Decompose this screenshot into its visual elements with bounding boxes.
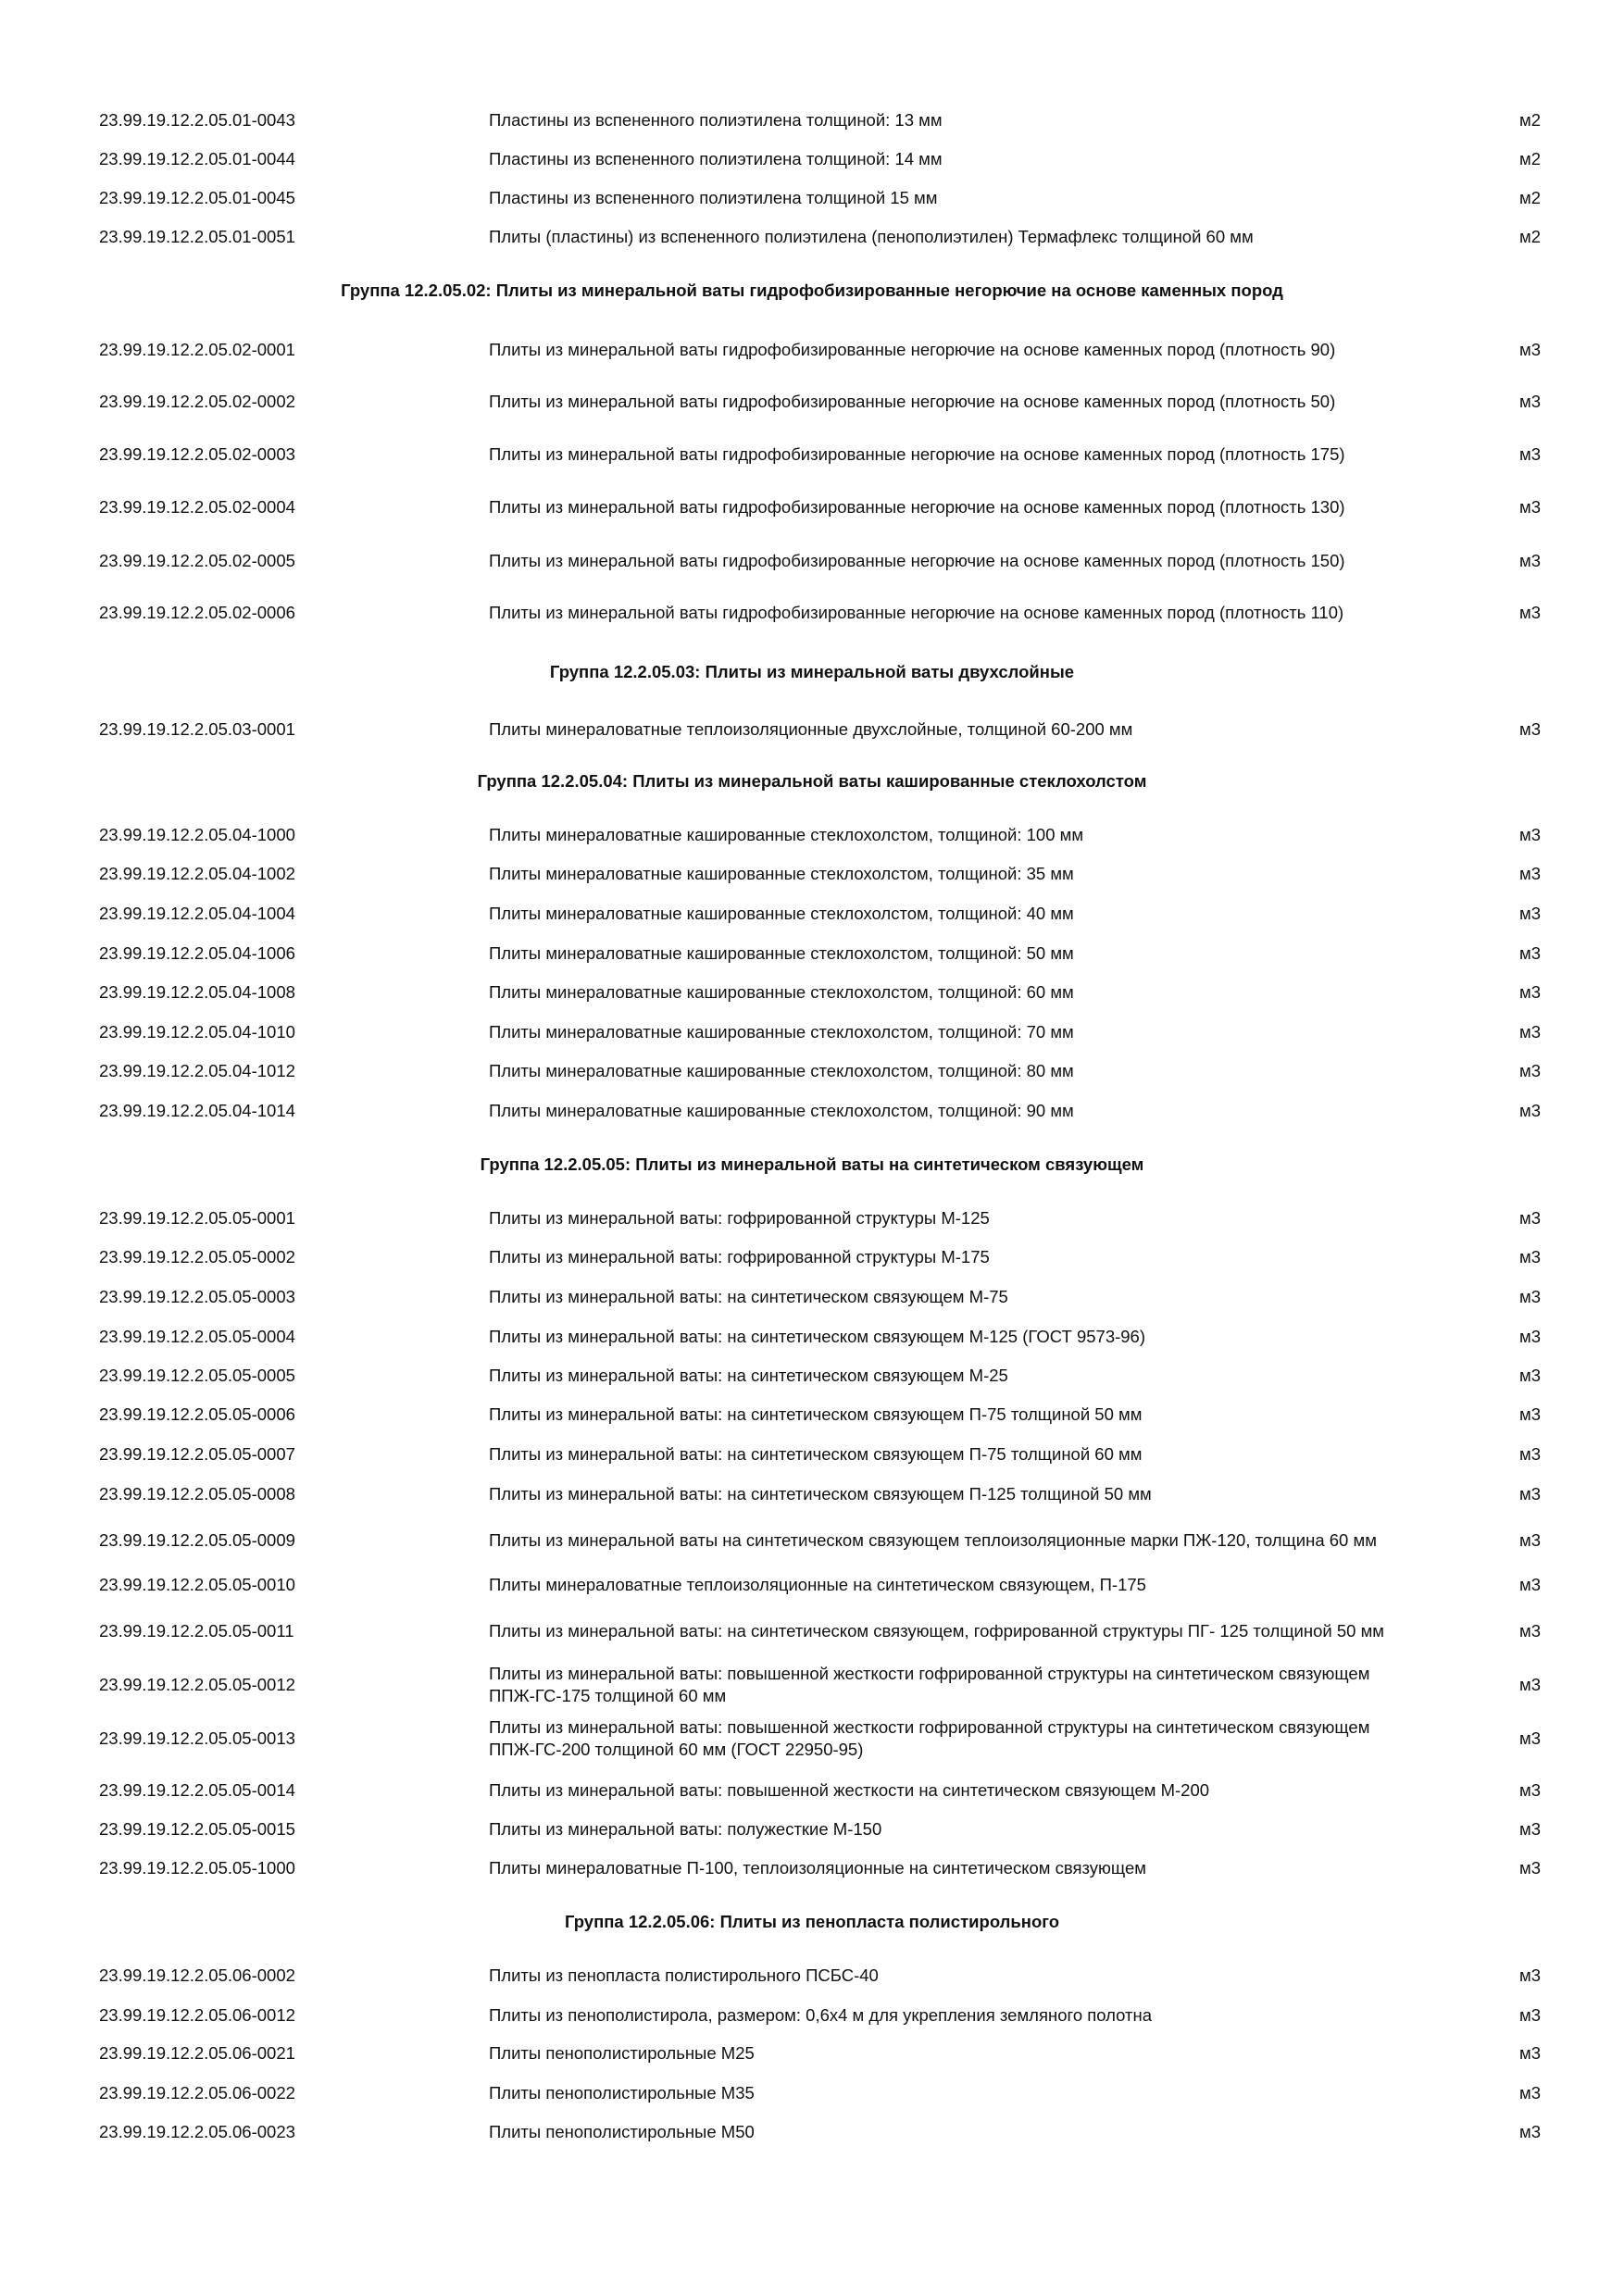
item-code: 23.99.19.12.2.05.04-1012 xyxy=(99,1061,295,1080)
item-name: Плиты из минеральной ваты: на синтетическом связующем М-25 xyxy=(489,1366,1008,1385)
item-name: Плиты минераловатные кашированные стеклохолстом, толщиной: 80 мм xyxy=(489,1061,1074,1080)
item-unit: м3 xyxy=(1518,1858,1541,1878)
table-row xyxy=(0,2104,1624,2160)
item-unit: м3 xyxy=(1518,1728,1541,1748)
item-unit: м3 xyxy=(1518,1444,1541,1464)
item-name: Плиты из минеральной ваты: повышенной жесткости гофрированной структуры на синтетическом связующем ППЖ-ГС-200 толщиной 60 мм (ГОСТ 22950-95) xyxy=(489,1717,1370,1759)
item-code: 23.99.19.12.2.05.06-0002 xyxy=(99,1965,295,1985)
table-row xyxy=(0,585,1624,641)
item-code: 23.99.19.12.2.05.05-1000 xyxy=(99,1858,295,1878)
group-heading: Группа 12.2.05.05: Плиты из минеральной ваты на синтетическом связующем xyxy=(480,1154,1144,1174)
item-unit: м3 xyxy=(1518,1675,1541,1694)
item-code: 23.99.19.12.2.05.05-0007 xyxy=(99,1444,295,1464)
item-code: 23.99.19.12.2.05.04-1014 xyxy=(99,1101,295,1120)
item-unit: м3 xyxy=(1518,1022,1541,1042)
item-unit: м3 xyxy=(1518,1819,1541,1839)
item-code: 23.99.19.12.2.05.05-0013 xyxy=(99,1728,295,1748)
item-name: Плиты минераловатные теплоизоляционные на синтетическом связующем, П-175 xyxy=(489,1575,1146,1594)
item-unit: м3 xyxy=(1518,1530,1541,1550)
item-unit: м3 xyxy=(1518,1327,1541,1346)
item-name: Плиты минераловатные П-100, теплоизоляционные на синтетическом связующем xyxy=(489,1858,1146,1878)
item-code: 23.99.19.12.2.05.05-0006 xyxy=(99,1404,295,1424)
item-code: 23.99.19.12.2.05.05-0012 xyxy=(99,1675,295,1694)
item-name: Плиты минераловатные кашированные стеклохолстом, толщиной: 35 мм xyxy=(489,864,1074,883)
item-code: 23.99.19.12.2.05.02-0004 xyxy=(99,497,295,517)
item-name: Плиты пенополистирольные М35 xyxy=(489,2083,755,2103)
item-name: Плиты из минеральной ваты: на синтетическом связующем П-75 толщиной 50 мм xyxy=(489,1404,1143,1424)
item-code: 23.99.19.12.2.05.06-0021 xyxy=(99,2043,295,2063)
item-unit: м3 xyxy=(1518,1208,1541,1228)
item-unit: м3 xyxy=(1518,444,1541,464)
item-code: 23.99.19.12.2.05.05-0003 xyxy=(99,1287,295,1306)
item-name: Плиты минераловатные кашированные стеклохолстом, толщиной: 60 мм xyxy=(489,982,1074,1002)
item-unit: м3 xyxy=(1518,1575,1541,1594)
item-name: Пластины из вспененного полиэтилена толщиной: 14 мм xyxy=(489,149,943,168)
item-code: 23.99.19.12.2.05.05-0001 xyxy=(99,1208,295,1228)
item-code: 23.99.19.12.2.05.02-0001 xyxy=(99,340,295,359)
table-row xyxy=(0,1603,1624,1659)
item-name: Плиты из минеральной ваты: повышенной жесткости на синтетическом связующем М-200 xyxy=(489,1780,1210,1800)
table-row xyxy=(0,427,1624,482)
item-unit: м3 xyxy=(1518,825,1541,844)
item-code: 23.99.19.12.2.05.05-0004 xyxy=(99,1327,295,1346)
item-name: Плиты из минеральной ваты гидрофобизированные негорючие на основе каменных пород (плотность 130) xyxy=(489,497,1345,517)
group-heading: Группа 12.2.05.06: Плиты из пенопласта полистирольного xyxy=(564,1912,1060,1931)
item-code: 23.99.19.12.2.05.05-0011 xyxy=(99,1621,294,1641)
item-code: 23.99.19.12.2.05.02-0005 xyxy=(99,551,295,570)
item-code: 23.99.19.12.2.05.01-0044 xyxy=(99,149,295,168)
item-name: Плиты из минеральной ваты: на синтетическом связующем П-125 толщиной 50 мм xyxy=(489,1484,1152,1504)
table-row xyxy=(0,209,1624,265)
item-code: 23.99.19.12.2.05.02-0006 xyxy=(99,603,295,622)
item-name: Плиты из минеральной ваты на синтетическом связующем теплоизоляционные марки ПЖ-120, толщина 60 мм xyxy=(489,1530,1377,1550)
item-code: 23.99.19.12.2.05.02-0003 xyxy=(99,444,295,464)
item-code: 23.99.19.12.2.05.04-1004 xyxy=(99,904,295,923)
table-row xyxy=(0,1711,1624,1766)
table-row xyxy=(0,702,1624,757)
item-unit: м3 xyxy=(1518,719,1541,739)
item-name: Плиты из минеральной ваты: на синтетическом связующем М-75 xyxy=(489,1287,1008,1306)
item-code: 23.99.19.12.2.05.05-0008 xyxy=(99,1484,295,1504)
item-name: Плиты из пенопласта полистирольного ПСБС-40 xyxy=(489,1965,879,1985)
item-name: Пластины из вспененного полиэтилена толщиной 15 мм xyxy=(489,188,938,207)
item-name: Плиты минераловатные кашированные стеклохолстом, толщиной: 40 мм xyxy=(489,904,1074,923)
table-row xyxy=(0,533,1624,589)
item-name: Плиты минераловатные кашированные стеклохолстом, толщиной: 100 мм xyxy=(489,825,1084,844)
item-unit: м3 xyxy=(1518,2043,1541,2063)
table-row xyxy=(0,1083,1624,1139)
item-name: Плиты минераловатные кашированные стеклохолстом, толщиной: 90 мм xyxy=(489,1101,1074,1120)
item-unit: м3 xyxy=(1518,943,1541,963)
item-name: Плиты пенополистирольные М25 xyxy=(489,2043,755,2063)
item-name: Плиты из минеральной ваты: на синтетическом связующем, гофрированной структуры ПГ- 125 толщиной 50 мм xyxy=(489,1621,1385,1641)
item-name: Плиты пенополистирольные М50 xyxy=(489,2122,755,2141)
group-heading: Группа 12.2.05.02: Плиты из минеральной ваты гидрофобизированные негорючие на основе каменных пород xyxy=(341,281,1283,300)
item-code: 23.99.19.12.2.05.02-0002 xyxy=(99,392,295,411)
item-code: 23.99.19.12.2.05.04-1010 xyxy=(99,1022,295,1042)
item-unit: м3 xyxy=(1518,2122,1541,2141)
item-name: Плиты из минеральной ваты гидрофобизированные негорючие на основе каменных пород (плотность 50) xyxy=(489,392,1336,411)
item-code: 23.99.19.12.2.05.04-1000 xyxy=(99,825,295,844)
item-name: Плиты из минеральной ваты гидрофобизированные негорючие на основе каменных пород (плотность 90) xyxy=(489,340,1336,359)
item-code: 23.99.19.12.2.05.05-0002 xyxy=(99,1247,295,1267)
group-heading: Группа 12.2.05.03: Плиты из минеральной ваты двухслойные xyxy=(549,662,1075,681)
item-unit: м3 xyxy=(1518,1780,1541,1800)
item-unit: м3 xyxy=(1518,1287,1541,1306)
item-unit: м2 xyxy=(1518,188,1541,207)
table-row xyxy=(0,480,1624,535)
item-unit: м3 xyxy=(1518,551,1541,570)
item-unit: м3 xyxy=(1518,982,1541,1002)
table-row xyxy=(0,1657,1624,1713)
item-code: 23.99.19.12.2.05.01-0043 xyxy=(99,110,295,130)
item-name: Плиты минераловатные кашированные стеклохолстом, толщиной: 70 мм xyxy=(489,1022,1074,1042)
item-unit: м3 xyxy=(1518,340,1541,359)
item-name: Плиты из минеральной ваты: полужесткие М-150 xyxy=(489,1819,882,1839)
item-code: 23.99.19.12.2.05.06-0012 xyxy=(99,2005,295,2025)
item-unit: м3 xyxy=(1518,2083,1541,2103)
item-unit: м3 xyxy=(1518,392,1541,411)
item-name: Плиты (пластины) из вспененного полиэтилена (пенополиэтилен) Термафлекс толщиной 60 мм xyxy=(489,227,1254,246)
item-name: Плиты из пенополистирола, размером: 0,6х4 м для укрепления земляного полотна xyxy=(489,2005,1153,2025)
item-unit: м3 xyxy=(1518,1965,1541,1985)
item-code: 23.99.19.12.2.05.01-0051 xyxy=(99,227,295,246)
group-heading: Группа 12.2.05.04: Плиты из минеральной ваты кашированные стеклохолстом xyxy=(477,771,1147,791)
item-name: Плиты минераловатные кашированные стеклохолстом, толщиной: 50 мм xyxy=(489,943,1074,963)
table-row xyxy=(0,322,1624,378)
item-code: 23.99.19.12.2.05.04-1002 xyxy=(99,864,295,883)
item-code: 23.99.19.12.2.05.05-0010 xyxy=(99,1575,295,1594)
item-unit: м3 xyxy=(1518,1404,1541,1424)
item-name: Плиты из минеральной ваты гидрофобизированные негорючие на основе каменных пород (плотность 110) xyxy=(489,603,1344,622)
item-code: 23.99.19.12.2.05.01-0045 xyxy=(99,188,295,207)
item-unit: м3 xyxy=(1518,904,1541,923)
item-unit: м2 xyxy=(1518,227,1541,246)
item-name: Плиты из минеральной ваты гидрофобизированные негорючие на основе каменных пород (плотность 175) xyxy=(489,444,1345,464)
item-code: 23.99.19.12.2.05.05-0005 xyxy=(99,1366,295,1385)
item-code: 23.99.19.12.2.05.05-0014 xyxy=(99,1780,295,1800)
item-code: 23.99.19.12.2.05.05-0015 xyxy=(99,1819,295,1839)
item-code: 23.99.19.12.2.05.05-0009 xyxy=(99,1530,295,1550)
item-unit: м2 xyxy=(1518,149,1541,168)
item-unit: м3 xyxy=(1518,2005,1541,2025)
table-row xyxy=(0,1841,1624,1896)
item-name: Плиты из минеральной ваты: на синтетическом связующем М-125 (ГОСТ 9573-96) xyxy=(489,1327,1146,1346)
item-unit: м3 xyxy=(1518,1101,1541,1120)
item-code: 23.99.19.12.2.05.03-0001 xyxy=(99,719,295,739)
item-unit: м3 xyxy=(1518,603,1541,622)
item-name: Плиты из минеральной ваты: гофрированной структуры М-125 xyxy=(489,1208,990,1228)
table-row xyxy=(0,374,1624,430)
item-name: Плиты из минеральной ваты: гофрированной структуры М-175 xyxy=(489,1247,990,1267)
item-unit: м3 xyxy=(1518,1366,1541,1385)
item-code: 23.99.19.12.2.05.06-0023 xyxy=(99,2122,295,2141)
item-unit: м3 xyxy=(1518,864,1541,883)
item-unit: м3 xyxy=(1518,1621,1541,1641)
item-code: 23.99.19.12.2.05.04-1006 xyxy=(99,943,295,963)
item-unit: м3 xyxy=(1518,1061,1541,1080)
item-code: 23.99.19.12.2.05.04-1008 xyxy=(99,982,295,1002)
item-name: Пластины из вспененного полиэтилена толщиной: 13 мм xyxy=(489,110,943,130)
item-code: 23.99.19.12.2.05.06-0022 xyxy=(99,2083,295,2103)
item-unit: м3 xyxy=(1518,1484,1541,1504)
item-name: Плиты минераловатные теплоизоляционные двухслойные, толщиной 60-200 мм xyxy=(489,719,1133,739)
item-unit: м3 xyxy=(1518,1247,1541,1267)
item-name: Плиты из минеральной ваты: на синтетическом связующем П-75 толщиной 60 мм xyxy=(489,1444,1143,1464)
item-unit: м2 xyxy=(1518,110,1541,130)
item-unit: м3 xyxy=(1518,497,1541,517)
item-name: Плиты из минеральной ваты: повышенной жесткости гофрированной структуры на синтетическом связующем ППЖ-ГС-175 толщиной 60 мм xyxy=(489,1664,1370,1705)
item-name: Плиты из минеральной ваты гидрофобизированные негорючие на основе каменных пород (плотность 150) xyxy=(489,551,1345,570)
